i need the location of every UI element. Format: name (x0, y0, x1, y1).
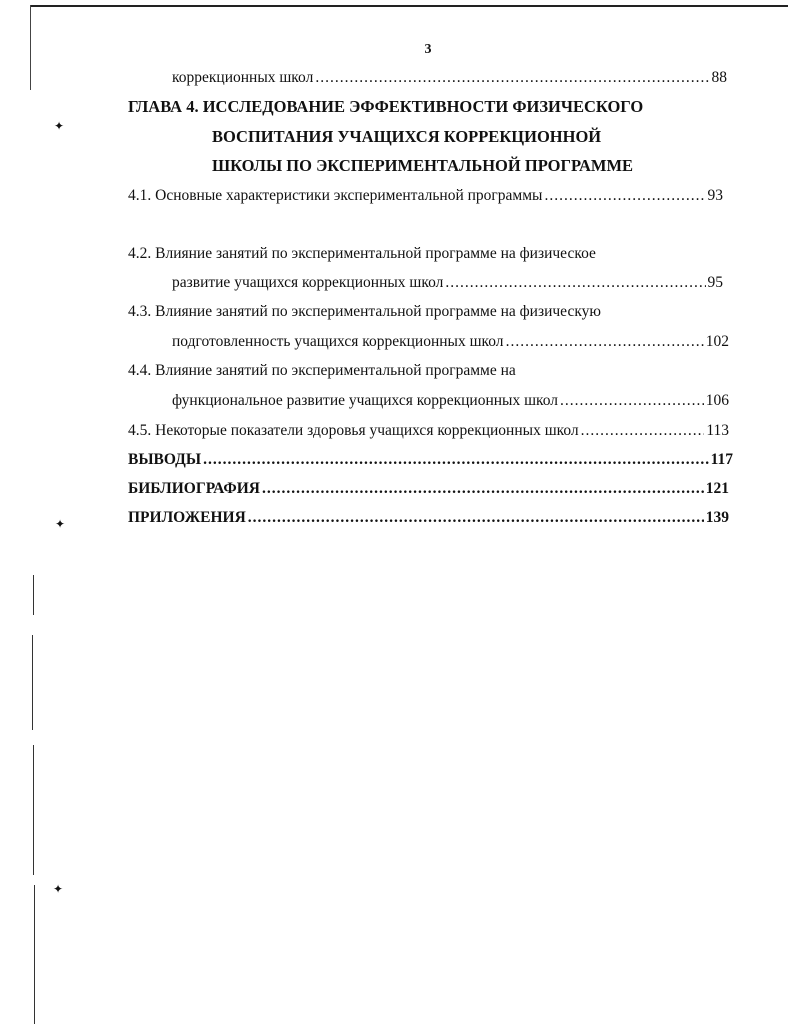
toc-entry-appendices (128, 508, 729, 528)
toc-entry-conclusions (128, 450, 733, 470)
scan-top-border (30, 5, 788, 7)
scan-speck: ✦ (54, 119, 65, 133)
dot-leader (445, 273, 705, 293)
toc-entry-title: развитие учащихся коррекционных школ (172, 274, 444, 291)
toc-entry-title: ВЫВОДЫ (128, 451, 202, 468)
toc-entry-page: 117 (710, 451, 733, 468)
toc-entry-title: 4.5. Некоторые показатели здоровья учащихся коррекционных школ (128, 422, 579, 439)
dot-leader (581, 421, 705, 441)
toc-entry-page: 102 (705, 333, 729, 350)
chapter-heading-line-2: ВОСПИТАНИЯ УЧАЩИХСЯ КОРРЕКЦИОННОЙ (212, 127, 602, 146)
scan-margin-line (33, 745, 34, 875)
toc-entry-title: подготовленность учащихся коррекционных школ (172, 333, 504, 350)
toc-entry-continuation (172, 68, 727, 88)
toc-entry-4-1 (128, 186, 723, 206)
toc-entry-page: 93 (707, 187, 723, 204)
toc-entry-page: 113 (706, 422, 729, 439)
page-number: 3 (424, 42, 432, 57)
dot-leader (315, 68, 709, 88)
dot-leader (248, 508, 704, 528)
dot-leader (203, 450, 709, 470)
scan-speck: ✦ (55, 517, 66, 531)
toc-entry-4-3 (172, 332, 729, 352)
chapter-heading-line-1: ГЛАВА 4. ИССЛЕДОВАНИЕ ЭФФЕКТИВНОСТИ ФИЗИЧЕСКОГО (128, 97, 644, 116)
scan-margin-line (33, 575, 34, 615)
toc-entry-4-3-line-1: 4.3. Влияние занятий по экспериментальной программе на физическую (128, 303, 601, 320)
toc-entry-title: БИБЛИОГРАФИЯ (128, 480, 260, 497)
toc-entry-title: ПРИЛОЖЕНИЯ (128, 509, 246, 526)
scan-speck: ✦ (53, 882, 64, 896)
toc-entry-4-2 (172, 273, 723, 293)
toc-entry-page: 121 (705, 480, 729, 497)
toc-entry-page: 139 (705, 509, 729, 526)
toc-entry-page: 95 (707, 274, 723, 291)
dot-leader (560, 391, 704, 411)
toc-entry-page: 88 (711, 69, 727, 86)
toc-entry-4-5 (128, 421, 729, 441)
dot-leader (262, 479, 704, 499)
scan-margin-line (34, 885, 35, 1024)
toc-entry-bibliography (128, 479, 729, 499)
toc-entry-4-4-line-1: 4.4. Влияние занятий по экспериментальной программе на (128, 362, 516, 379)
toc-entry-page: 106 (705, 392, 729, 409)
toc-entry-4-2-line-1: 4.2. Влияние занятий по экспериментальной программе на физическое (128, 245, 596, 262)
toc-entry-4-4 (172, 391, 729, 411)
chapter-heading-line-3: ШКОЛЫ ПО ЭКСПЕРИМЕНТАЛЬНОЙ ПРОГРАММЕ (212, 156, 634, 175)
dot-leader (506, 332, 704, 352)
scan-margin-line (32, 635, 33, 730)
toc-entry-title: функциональное развитие учащихся коррекционных школ (172, 392, 559, 409)
toc-entry-title: 4.1. Основные характеристики экспериментальной программы (128, 187, 543, 204)
dot-leader (544, 186, 705, 206)
toc-entry-title: коррекционных школ (172, 69, 314, 86)
